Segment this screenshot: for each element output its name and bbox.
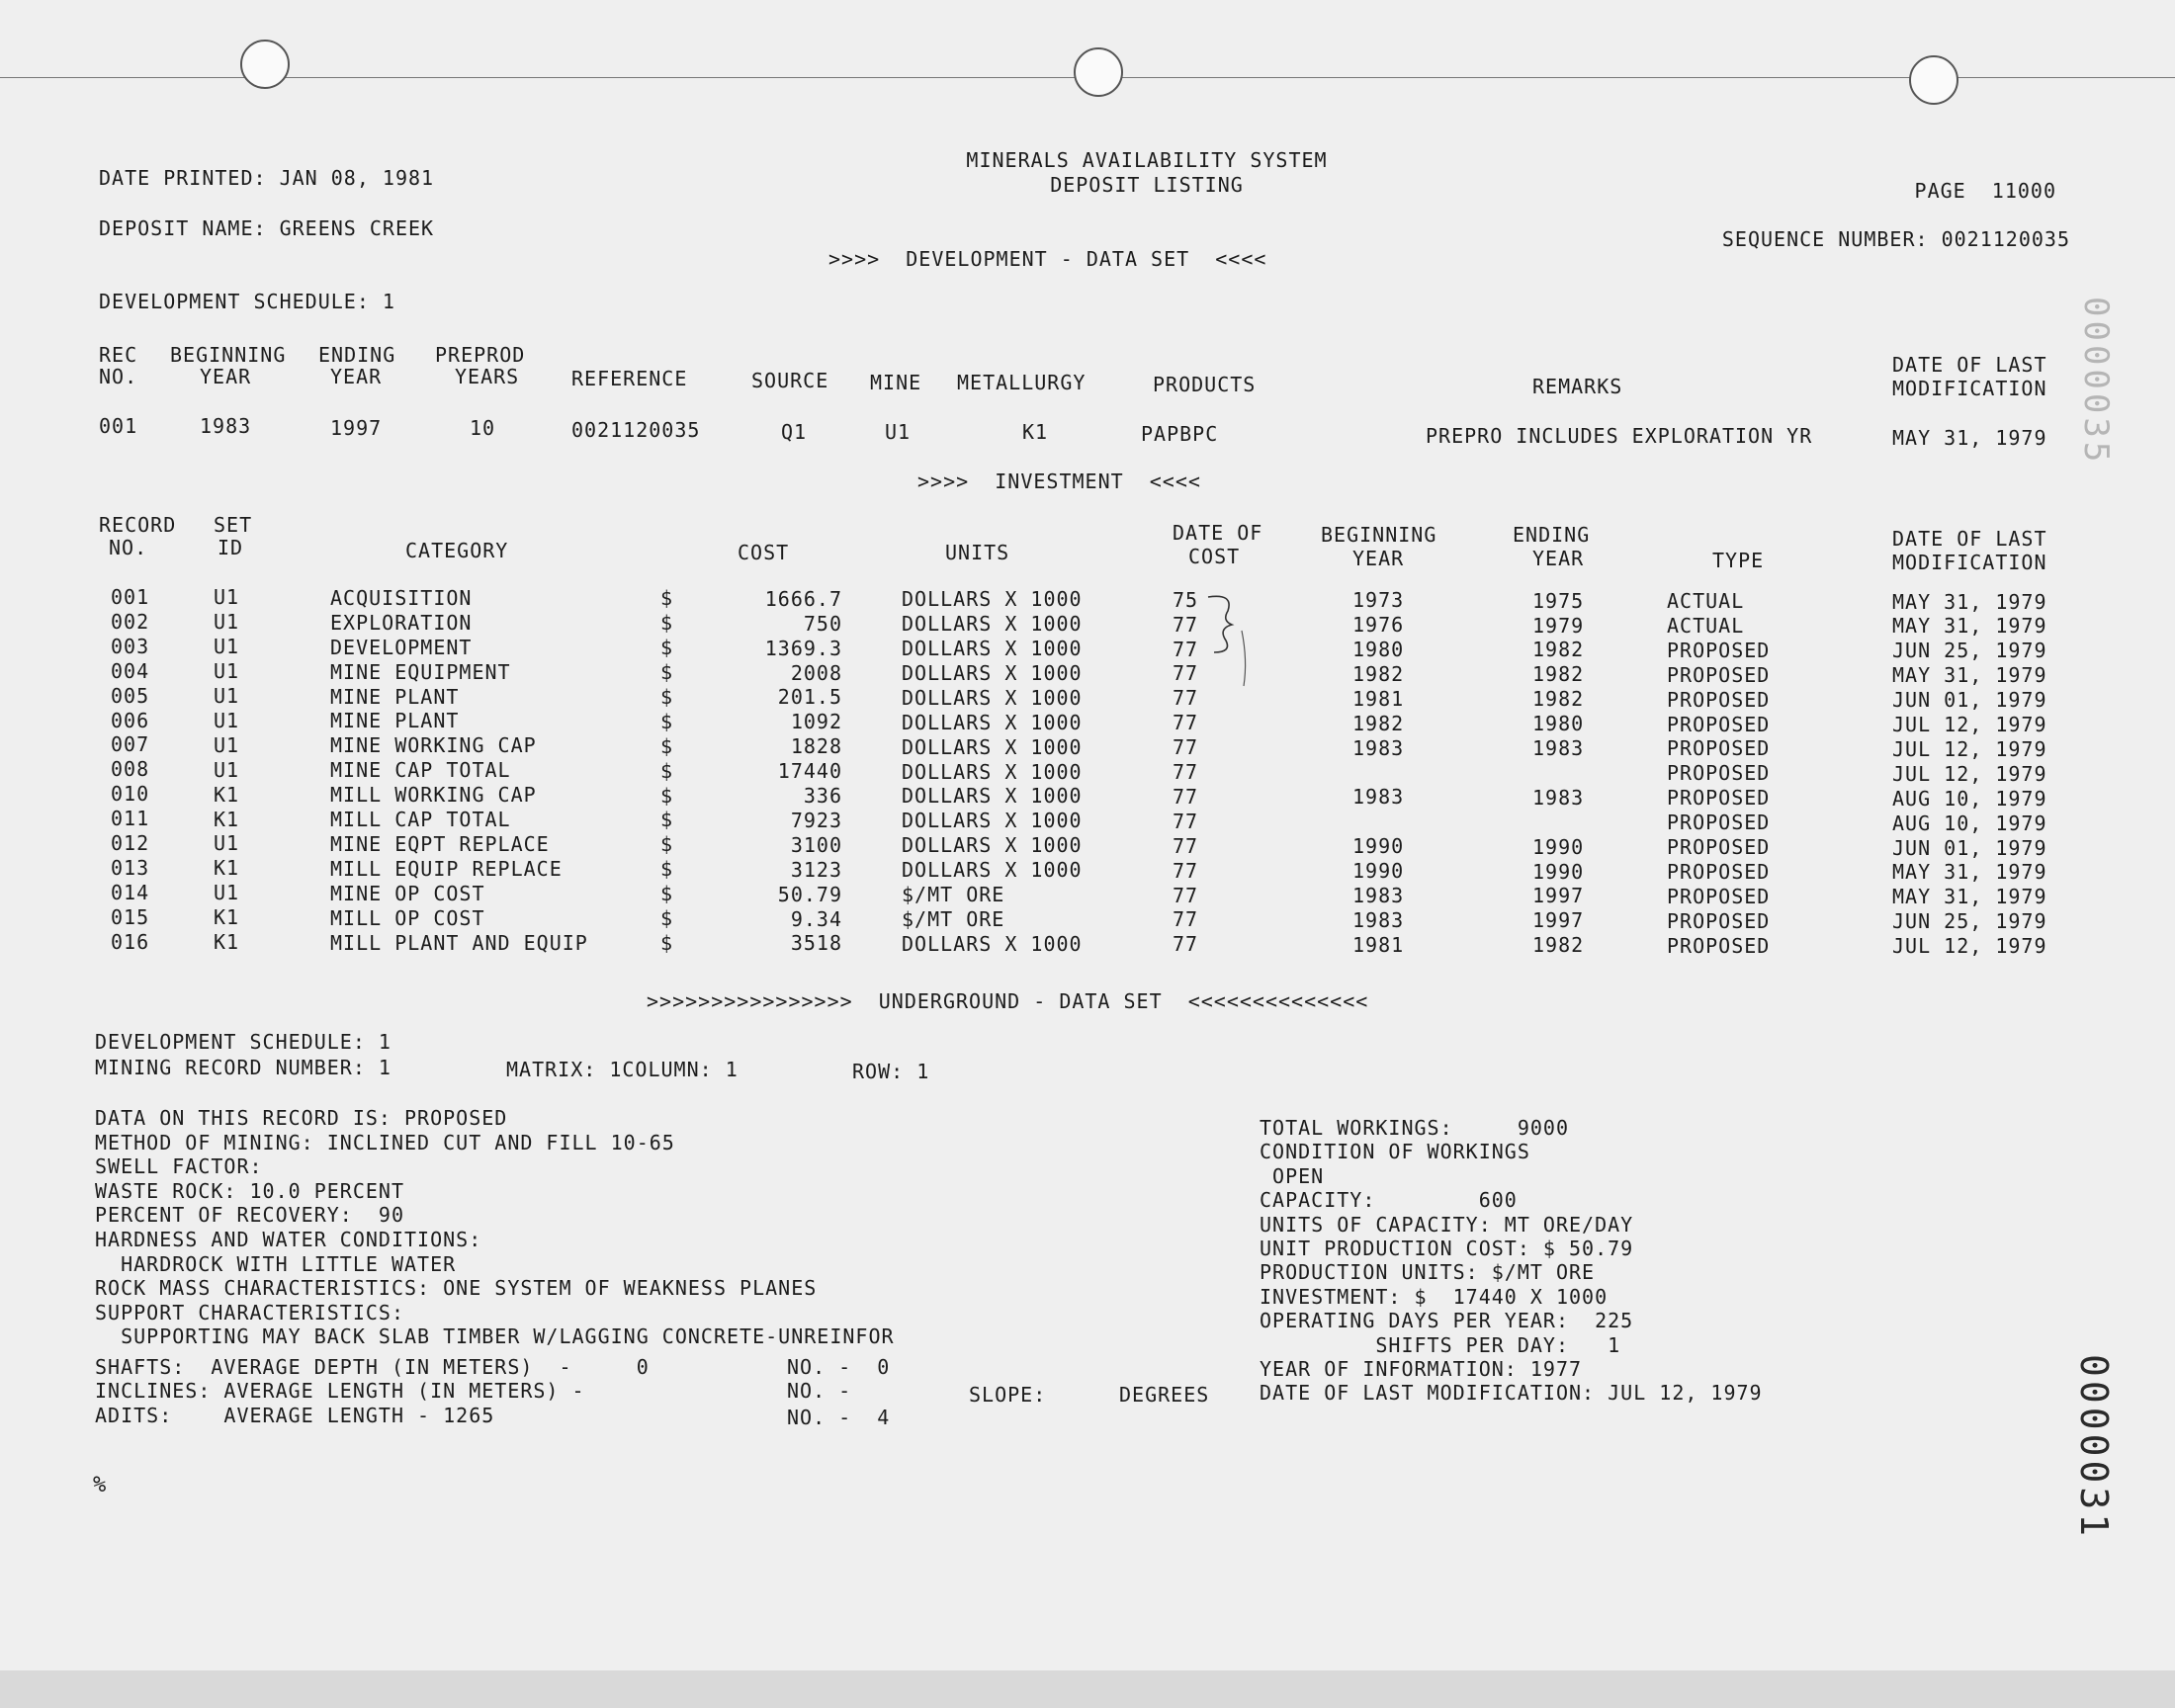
ug-inclines: INCLINES: AVERAGE LENGTH (IN METERS) -	[95, 1379, 585, 1403]
inv-type: PROPOSED	[1667, 786, 1771, 811]
col-rec: REC	[99, 343, 138, 367]
deposit-name: DEPOSIT NAME: GREENS CREEK	[99, 216, 435, 240]
inv-ending-year: 1982	[1532, 662, 1585, 687]
ug-right-line: OPERATING DAYS PER YEAR: 225	[1260, 1309, 1634, 1333]
inv-units: DOLLARS X 1000	[902, 784, 1083, 809]
inv-units: DOLLARS X 1000	[902, 587, 1083, 612]
inv-dollar-sign: $	[660, 758, 674, 783]
col-category: CATEGORY	[405, 539, 509, 562]
col-units: UNITS	[945, 541, 1010, 564]
inv-date-of-cost: 77	[1173, 686, 1199, 711]
ug-right-line: YEAR OF INFORMATION: 1977	[1260, 1357, 1583, 1381]
inv-dollar-sign: $	[660, 832, 674, 857]
inv-dollar-sign: $	[660, 857, 674, 882]
inv-set-id: U1	[214, 610, 240, 635]
col-set: ID	[218, 536, 244, 559]
col-preprod: YEARS	[455, 365, 520, 388]
punch-hole	[1074, 47, 1123, 97]
dev-metallurgy: K1	[1022, 420, 1049, 444]
col-beginning: YEAR	[200, 365, 252, 388]
inv-type: PROPOSED	[1667, 761, 1771, 786]
inv-cost: 17440	[777, 759, 842, 784]
inv-cost: 336	[803, 784, 842, 808]
inv-date-of-cost: 77	[1173, 760, 1199, 784]
ug-shafts: SHAFTS: AVERAGE DEPTH (IN METERS) - 0	[95, 1355, 650, 1379]
listing-title: DEPOSIT LISTING	[1050, 173, 1244, 197]
inv-units: DOLLARS X 1000	[902, 710, 1083, 734]
inv-ending-year: 1975	[1532, 588, 1585, 613]
inv-cost: 1092	[790, 710, 842, 734]
inv-record-no: 005	[111, 683, 150, 708]
col-date-of-cost: COST	[1188, 545, 1241, 568]
inv-ending-year: 1982	[1532, 933, 1585, 958]
ug-left-line: PERCENT OF RECOVERY: 90	[95, 1203, 404, 1228]
ug-matrix: MATRIX: 1COLUMN: 1	[506, 1058, 739, 1081]
dev-preprod-years: 10	[470, 416, 496, 440]
col-record: NO.	[109, 536, 148, 559]
inv-date-of-cost: 77	[1173, 858, 1199, 883]
ug-adits: ADITS: AVERAGE LENGTH - 1265	[95, 1404, 495, 1427]
inv-type: PROPOSED	[1667, 687, 1771, 712]
inv-units: DOLLARS X 1000	[902, 685, 1083, 710]
inv-modified: JUN 25, 1979	[1892, 909, 2047, 934]
inv-cost: 1828	[790, 734, 842, 759]
development-banner: >>>> DEVELOPMENT - DATA SET <<<<	[828, 247, 1267, 271]
inv-cost: 3518	[790, 931, 842, 956]
page-stamp-number: 0000031	[2072, 1354, 2116, 1541]
inv-dollar-sign: $	[660, 684, 674, 709]
ug-mining-record: MINING RECORD NUMBER: 1	[95, 1056, 392, 1079]
inv-units: $/MT ORE	[902, 906, 1005, 931]
col-mine: MINE	[870, 371, 922, 394]
inv-units: DOLLARS X 1000	[902, 660, 1083, 685]
inv-set-id: K1	[214, 782, 240, 807]
underground-banner: >>>>>>>>>>>>>>>> UNDERGROUND - DATA SET <<<<<<<<<<<<<<	[647, 989, 1369, 1013]
inv-category: MILL PLANT AND EQUIP	[330, 930, 588, 955]
inv-date-of-cost: 77	[1173, 907, 1199, 932]
inv-record-no: 001	[111, 585, 150, 609]
dev-rec: 001	[99, 414, 138, 438]
inv-category: DEVELOPMENT	[330, 635, 473, 659]
inv-cost: 750	[803, 611, 842, 636]
col-ending: YEAR	[330, 365, 383, 388]
inv-record-no: 012	[111, 831, 150, 855]
inv-beginning-year: 1973	[1352, 588, 1405, 613]
col-type: TYPE	[1712, 549, 1765, 572]
inv-record-no: 016	[111, 929, 150, 954]
inv-units: DOLLARS X 1000	[902, 734, 1083, 759]
inv-modified: JUN 25, 1979	[1892, 639, 2047, 663]
inv-category: MILL OP COST	[330, 905, 485, 930]
ug-left-line: SUPPORT CHARACTERISTICS:	[95, 1300, 404, 1324]
inv-date-of-cost: 77	[1173, 883, 1199, 907]
inv-type: PROPOSED	[1667, 835, 1771, 860]
inv-dollar-sign: $	[660, 808, 674, 832]
inv-type: PROPOSED	[1667, 908, 1771, 933]
inv-dollar-sign: $	[660, 709, 674, 733]
inv-dollar-sign: $	[660, 930, 674, 955]
col-ending-year: YEAR	[1532, 547, 1585, 570]
inv-beginning-year: 1990	[1352, 859, 1405, 884]
inv-date-of-cost: 77	[1173, 661, 1199, 686]
inv-date-of-cost: 77	[1173, 809, 1199, 833]
ug-right-line: OPEN	[1260, 1163, 1325, 1188]
inv-set-id: U1	[214, 635, 240, 659]
inv-units: DOLLARS X 1000	[902, 931, 1083, 956]
inv-category: EXPLORATION	[330, 610, 473, 635]
inv-cost: 7923	[790, 808, 842, 832]
inv-category: MINE PLANT	[330, 684, 460, 709]
col-reference: REFERENCE	[571, 367, 688, 390]
inv-cost: 201.5	[777, 685, 842, 710]
inv-category: MILL CAP TOTAL	[330, 808, 511, 831]
ug-right-line: UNITS OF CAPACITY: MT ORE/DAY	[1260, 1212, 1634, 1237]
inv-modified: JUN 01, 1979	[1892, 688, 2047, 713]
col-rec: NO.	[99, 365, 138, 388]
ug-degrees: DEGREES	[1119, 1383, 1210, 1407]
page-number: PAGE 11000	[1914, 179, 2056, 203]
inv-record-no: 007	[111, 732, 150, 757]
inv-category: MINE CAP TOTAL	[330, 758, 511, 783]
col-modification: MODIFICATION	[1892, 377, 2047, 400]
inv-date-of-cost: 77	[1173, 784, 1199, 809]
col-metallurgy: METALLURGY	[957, 371, 1087, 394]
inv-modified: MAY 31, 1979	[1892, 589, 2047, 614]
inv-dollar-sign: $	[660, 660, 674, 685]
ug-right-line: TOTAL WORKINGS: 9000	[1260, 1116, 1569, 1140]
col-record: RECORD	[99, 513, 177, 537]
inv-category: MINE WORKING CAP	[330, 733, 537, 758]
inv-set-id: K1	[214, 856, 240, 881]
col-modification: DATE OF LAST	[1892, 353, 2047, 377]
inv-type: PROPOSED	[1667, 736, 1771, 761]
inv-modified: JUL 12, 1979	[1892, 761, 2047, 786]
ug-right-line: PRODUCTION UNITS: $/MT ORE	[1260, 1260, 1596, 1285]
inv-record-no: 010	[111, 782, 150, 807]
punch-hole	[240, 40, 290, 89]
inv-set-id: U1	[214, 659, 240, 684]
inv-ending-year: 1990	[1532, 859, 1585, 884]
col-beginning-year: YEAR	[1352, 547, 1405, 570]
inv-record-no: 011	[111, 807, 150, 831]
inv-record-no: 006	[111, 708, 150, 732]
inv-cost: 1666.7	[764, 586, 842, 611]
inv-type: PROPOSED	[1667, 662, 1771, 687]
ug-right-line: UNIT PRODUCTION COST: $ 50.79	[1260, 1237, 1634, 1260]
col-date-of-cost: DATE OF	[1173, 521, 1263, 545]
inv-beginning-year: 1983	[1352, 907, 1405, 932]
inv-beginning-year: 1983	[1352, 735, 1405, 760]
inv-modified: JUL 12, 1979	[1892, 713, 2047, 736]
inv-cost: 50.79	[777, 882, 842, 906]
ug-right-line: DATE OF LAST MODIFICATION: JUL 12, 1979	[1260, 1381, 1763, 1406]
inv-units: DOLLARS X 1000	[902, 612, 1083, 637]
col-remarks: REMARKS	[1532, 375, 1623, 398]
inv-category: MINE PLANT	[330, 709, 460, 733]
inv-date-of-cost: 77	[1173, 735, 1199, 760]
inv-modified: MAY 31, 1979	[1892, 663, 2047, 688]
inv-dollar-sign: $	[660, 586, 674, 611]
inv-date-of-cost: 77	[1173, 612, 1199, 637]
inv-beginning-year: 1980	[1352, 637, 1405, 661]
inv-dollar-sign: $	[660, 783, 674, 808]
inv-date-of-cost: 75	[1173, 587, 1199, 612]
inv-record-no: 003	[111, 634, 150, 658]
ug-slope: SLOPE:	[969, 1383, 1047, 1407]
inv-set-id: U1	[214, 732, 240, 757]
inv-cost: 3100	[790, 832, 842, 857]
inv-units: DOLLARS X 1000	[902, 637, 1083, 661]
col-ending-year: ENDING	[1513, 523, 1591, 547]
inv-modified: JUN 01, 1979	[1892, 835, 2047, 860]
inv-units: DOLLARS X 1000	[902, 809, 1083, 833]
inv-type: PROPOSED	[1667, 811, 1771, 835]
inv-modified: AUG 10, 1979	[1892, 811, 2047, 835]
inv-ending-year: 1980	[1532, 712, 1585, 736]
col-beginning: BEGINNING	[170, 343, 287, 367]
ug-right-line: CAPACITY: 600	[1260, 1188, 1518, 1213]
inv-set-id: U1	[214, 585, 240, 610]
inv-type: ACTUAL	[1667, 589, 1745, 614]
development-schedule: DEVELOPMENT SCHEDULE: 1	[99, 290, 395, 313]
inv-modified: JUL 12, 1979	[1892, 934, 2047, 959]
inv-record-no: 013	[111, 855, 150, 880]
dev-products: PAPBPC	[1141, 422, 1219, 446]
inv-cost: 3123	[790, 857, 842, 882]
dev-mine: U1	[885, 420, 912, 444]
ug-left-line: HARDROCK WITH LITTLE WATER	[95, 1251, 457, 1276]
ug-right-line: SHIFTS PER DAY: 1	[1260, 1332, 1621, 1357]
ug-left-line: HARDNESS AND WATER CONDITIONS:	[95, 1228, 482, 1251]
inv-ending-year: 1983	[1532, 736, 1585, 760]
inv-units: DOLLARS X 1000	[902, 833, 1083, 858]
dev-modified: MAY 31, 1979	[1892, 426, 2047, 450]
dev-source: Q1	[781, 420, 808, 444]
investment-banner: >>>> INVESTMENT <<<<	[917, 470, 1201, 493]
ug-adits-no: NO. - 4	[787, 1406, 891, 1429]
inv-dollar-sign: $	[660, 906, 674, 931]
inv-set-id: K1	[214, 807, 240, 831]
inv-set-id: U1	[214, 831, 240, 856]
ug-left-line: SUPPORTING MAY BACK SLAB TIMBER W/LAGGING CONCRETE-UNREINFOR	[95, 1324, 895, 1349]
inv-ending-year: 1990	[1532, 834, 1585, 859]
inv-record-no: 004	[111, 658, 150, 683]
col-cost: COST	[738, 541, 790, 564]
ug-left-line: ROCK MASS CHARACTERISTICS: ONE SYSTEM OF WEAKNESS PLANES	[95, 1276, 818, 1301]
inv-category: MILL WORKING CAP	[330, 783, 537, 808]
inv-beginning-year: 1982	[1352, 711, 1405, 735]
inv-set-id: U1	[214, 757, 240, 782]
inv-date-of-cost: 77	[1173, 637, 1199, 661]
dev-beginning-year: 1983	[200, 414, 252, 438]
inv-dollar-sign: $	[660, 882, 674, 906]
inv-type: PROPOSED	[1667, 712, 1771, 736]
inv-beginning-year: 1990	[1352, 834, 1405, 859]
inv-modified: MAY 31, 1979	[1892, 614, 2047, 639]
inv-ending-year: 1997	[1532, 908, 1585, 933]
inv-category: MINE OP COST	[330, 881, 485, 905]
inv-record-no: 008	[111, 757, 150, 782]
inv-record-no: 002	[111, 609, 150, 634]
inv-type: ACTUAL	[1667, 613, 1745, 638]
inv-modified: AUG 10, 1979	[1892, 786, 2047, 811]
dev-ending-year: 1997	[330, 416, 383, 440]
ug-dev-schedule: DEVELOPMENT SCHEDULE: 1	[95, 1030, 392, 1054]
percent-mark: %	[93, 1473, 108, 1497]
inv-modified: JUL 12, 1979	[1892, 736, 2047, 761]
inv-cost: 2008	[790, 660, 842, 685]
inv-ending-year: 1997	[1532, 884, 1585, 908]
inv-set-id: U1	[214, 708, 240, 732]
col-ending: ENDING	[318, 343, 396, 367]
inv-dollar-sign: $	[660, 611, 674, 636]
inv-ending-year: 1982	[1532, 638, 1585, 662]
dev-reference: 0021120035	[571, 418, 701, 442]
inv-beginning-year: 1983	[1352, 785, 1405, 810]
ug-left-line: DATA ON THIS RECORD IS: PROPOSED	[95, 1106, 508, 1130]
inv-dollar-sign: $	[660, 636, 674, 660]
inv-units: DOLLARS X 1000	[902, 858, 1083, 883]
inv-units: $/MT ORE	[902, 883, 1005, 907]
ug-right-line: INVESTMENT: $ 17440 X 1000	[1260, 1284, 1609, 1309]
inv-set-id: K1	[214, 930, 240, 955]
inv-type: PROPOSED	[1667, 859, 1771, 884]
col-modification: DATE OF LAST	[1892, 527, 2047, 551]
inv-date-of-cost: 77	[1173, 932, 1199, 957]
inv-type: PROPOSED	[1667, 638, 1771, 662]
handwritten-brace	[1204, 591, 1263, 690]
inv-units: DOLLARS X 1000	[902, 759, 1083, 784]
inv-category: MILL EQUIP REPLACE	[330, 856, 563, 881]
ug-left-line: SWELL FACTOR:	[95, 1154, 263, 1179]
inv-dollar-sign: $	[660, 733, 674, 758]
col-modification: MODIFICATION	[1892, 551, 2047, 574]
inv-cost: 9.34	[790, 906, 842, 931]
inv-beginning-year: 1981	[1352, 932, 1405, 957]
inv-type: PROPOSED	[1667, 884, 1771, 908]
inv-cost: 1369.3	[764, 636, 842, 660]
ug-row: ROW: 1	[852, 1060, 930, 1083]
inv-set-id: U1	[214, 684, 240, 709]
inv-date-of-cost: 77	[1173, 711, 1199, 735]
ug-shafts-no: NO. - 0	[787, 1355, 891, 1379]
inv-category: ACQUISITION	[330, 585, 473, 610]
sequence-number: SEQUENCE NUMBER: 0021120035	[1721, 227, 2070, 251]
inv-category: MINE EQUIPMENT	[330, 659, 511, 684]
inv-ending-year: 1983	[1532, 785, 1585, 810]
col-source: SOURCE	[751, 369, 829, 392]
inv-beginning-year: 1982	[1352, 661, 1405, 686]
punch-hole	[1909, 55, 1958, 105]
col-set: SET	[214, 513, 253, 537]
inv-date-of-cost: 77	[1173, 833, 1199, 858]
inv-modified: MAY 31, 1979	[1892, 885, 2047, 909]
col-beginning-year: BEGINNING	[1321, 523, 1437, 547]
inv-set-id: U1	[214, 881, 240, 905]
faint-stamp-number: 0000035	[2076, 297, 2116, 467]
inv-record-no: 015	[111, 904, 150, 929]
inv-ending-year: 1982	[1532, 687, 1585, 712]
inv-beginning-year: 1976	[1352, 613, 1405, 638]
date-printed: DATE PRINTED: JAN 08, 1981	[99, 166, 435, 190]
ug-left-line: WASTE ROCK: 10.0 PERCENT	[95, 1178, 404, 1203]
ug-right-line: CONDITION OF WORKINGS	[1260, 1140, 1530, 1164]
inv-beginning-year: 1983	[1352, 883, 1405, 907]
inv-record-no: 014	[111, 880, 150, 904]
system-title: MINERALS AVAILABILITY SYSTEM	[966, 148, 1328, 172]
col-products: PRODUCTS	[1153, 373, 1257, 396]
inv-ending-year: 1979	[1532, 613, 1585, 638]
col-preprod: PREPROD	[435, 343, 526, 367]
inv-modified: MAY 31, 1979	[1892, 860, 2047, 885]
inv-category: MINE EQPT REPLACE	[330, 831, 550, 856]
inv-set-id: K1	[214, 905, 240, 930]
inv-beginning-year: 1981	[1352, 686, 1405, 711]
dev-remarks: PREPRO INCLUDES EXPLORATION YR	[1426, 424, 1813, 448]
ug-inclines-no: NO. -	[787, 1379, 852, 1403]
ug-left-line: METHOD OF MINING: INCLINED CUT AND FILL 10-65	[95, 1130, 675, 1154]
inv-type: PROPOSED	[1667, 933, 1771, 958]
